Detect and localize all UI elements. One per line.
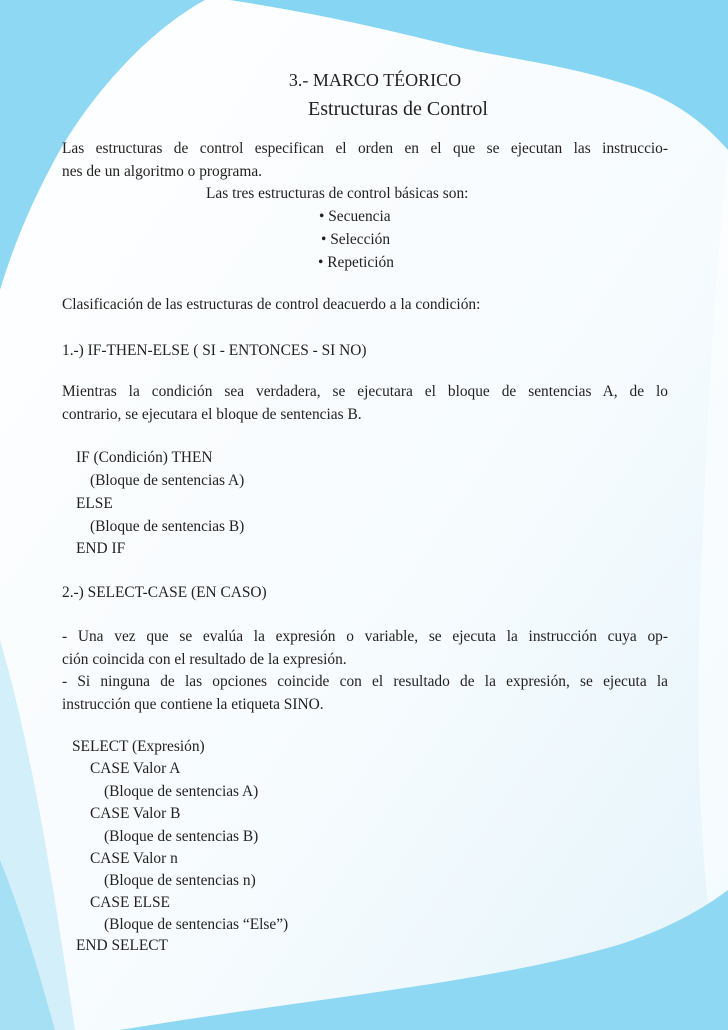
- if-description-line-2: contrario, se ejecutara el bloque de sentencias B.: [62, 406, 362, 423]
- select-description-line: instrucción que contiene la etiqueta SINO.: [62, 696, 324, 713]
- code-line: (Bloque de sentencias n): [104, 872, 256, 889]
- select-description-line: - Una vez que se evalúa la expresión o variable, se ejecuta la instrucción cuya op-: [62, 628, 668, 645]
- code-line: (Bloque de sentencias B): [104, 828, 259, 845]
- code-line: CASE Valor n: [90, 850, 178, 867]
- code-line: CASE Valor B: [90, 805, 181, 822]
- section-title: 3.- MARCO TÉORICO: [288, 70, 462, 90]
- section-subtitle: Estructuras de Control: [308, 98, 488, 120]
- code-line: (Bloque de sentencias “Else”): [104, 916, 289, 933]
- code-line: ELSE: [76, 495, 113, 512]
- code-line: CASE ELSE: [90, 894, 170, 911]
- code-line: IF (Condición) THEN: [76, 449, 213, 466]
- select-description-line: - Si ninguna de las opciones coincide con el resultado de la expresión, se ejecuta la: [62, 673, 668, 690]
- code-line: END SELECT: [76, 937, 168, 954]
- list-item: • Secuencia: [319, 208, 391, 225]
- intro-line-3: Las tres estructuras de control básicas son:: [206, 185, 469, 202]
- code-line: CASE Valor A: [90, 760, 181, 777]
- list-item: • Repetición: [318, 254, 394, 271]
- intro-line-1: Las estructuras de control especifican el orden en el que se ejecutan las instruccio-: [62, 140, 668, 157]
- if-section-title: 1.-) IF-THEN-ELSE ( SI - ENTONCES - SI NO): [62, 342, 367, 359]
- code-line: (Bloque de sentencias B): [90, 518, 245, 535]
- classification-line: Clasificación de las estructuras de control deacuerdo a la condición:: [62, 296, 481, 313]
- code-line: SELECT (Expresión): [72, 738, 205, 755]
- if-description-line-1: Mientras la condición sea verdadera, se ejecutara el bloque de sentencias A, de lo: [62, 383, 668, 400]
- select-description-line: ción coincida con el resultado de la expresión.: [62, 651, 347, 668]
- code-line: (Bloque de sentencias A): [90, 472, 245, 489]
- code-line: END IF: [76, 540, 126, 557]
- list-item: • Selección: [321, 231, 391, 248]
- select-section-title: 2.-) SELECT-CASE (EN CASO): [62, 584, 267, 601]
- code-line: (Bloque de sentencias A): [104, 783, 259, 800]
- intro-line-2: nes de un algoritmo o programa.: [62, 163, 263, 180]
